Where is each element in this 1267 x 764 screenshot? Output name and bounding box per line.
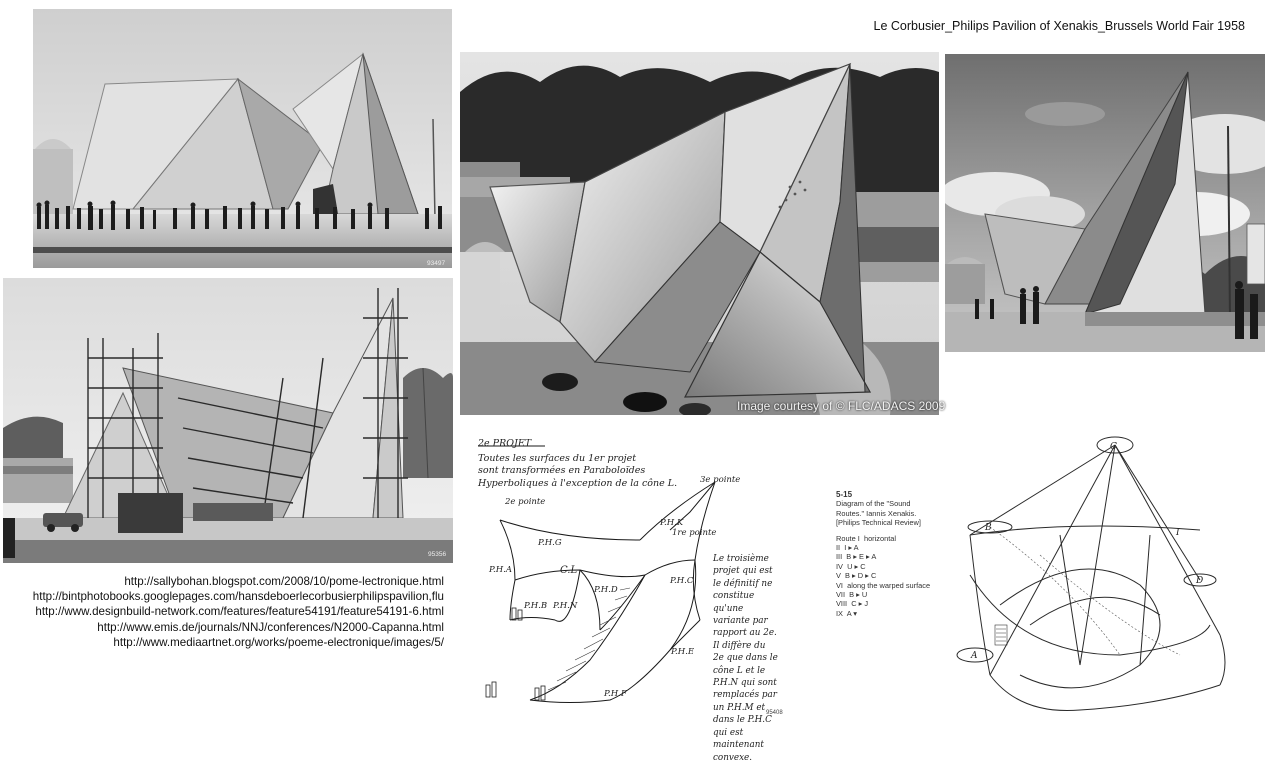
source-link[interactable]: http://www.emis.de/journals/NNJ/conferences/N2000-Capanna.html — [97, 620, 444, 634]
route-item: VII B ▸ U — [836, 590, 868, 600]
caption-line: Routes." Iannis Xenakis. — [836, 508, 917, 518]
source-link[interactable]: http://www.mediaartnet.org/works/poeme-electronique/images/5/ — [113, 635, 444, 649]
route-item: II I ▸ A — [836, 543, 859, 553]
sketch-label-phe: P.H.E — [671, 647, 695, 657]
sketch-heading: 2e PROJET — [478, 438, 532, 449]
sketch-label-phd: P.H.D — [594, 585, 618, 595]
diagram-label-i: I — [1176, 528, 1180, 538]
sketch-note-line: Hyperboliques à l'exception de la cône L. — [478, 477, 678, 489]
source-link[interactable]: http://www.designbuild-network.com/features/feature54191/feature54191-6.html — [35, 605, 444, 619]
sketch-label-phk: P.H.K — [660, 518, 684, 528]
diagram-label-b: B — [985, 523, 992, 533]
route-item: V B ▸ D ▸ C — [836, 571, 877, 581]
caption-line: [Philips Technical Review] — [836, 518, 921, 528]
figure-number: 5-15 — [836, 490, 853, 499]
sketch-label-phb: P.H.B — [524, 601, 548, 611]
sketch-notes — [478, 438, 677, 490]
route-item: VIII C ▸ J — [836, 599, 869, 609]
sketch-note-line: Toutes les surfaces du 1er projet — [478, 452, 637, 464]
photo-pavilion-spike — [945, 54, 1265, 352]
caption-line: Diagram of the "Sound — [836, 499, 911, 509]
route-item: VI along the warped surface — [836, 580, 931, 590]
sketch-label-pointe2: 2e pointe — [505, 497, 546, 507]
page-title: Le Corbusier_Philips Pavilion of Xenakis_Brussels World Fair 1958 — [873, 19, 1245, 33]
diagram-caption — [836, 490, 930, 618]
image-credit: Image courtesy of © FLC/ADACS 2009 — [737, 399, 946, 413]
route-item: III B ▸ E ▸ A — [836, 552, 877, 562]
diagram-label-d: D — [1196, 576, 1204, 586]
photo-code: 95356 — [428, 551, 447, 558]
diagram-label-c: C — [1110, 442, 1117, 452]
photo-pavilion-construction — [3, 278, 453, 563]
route-list — [836, 534, 930, 619]
route-item: IX A ▾ — [836, 608, 857, 618]
photo-code: 95408 — [766, 710, 783, 716]
sketch-label-phg: P.H.G — [538, 538, 562, 548]
sketch-label-phc: P.H.C — [670, 576, 694, 586]
sketch-label-cl: C.L — [560, 565, 578, 576]
diagram-label-a: A — [971, 651, 978, 661]
sketch-label-phf: P.H.F — [604, 689, 627, 699]
photo-code: 93497 — [427, 260, 446, 267]
route-item: Route I horizontal — [836, 533, 896, 543]
source-link[interactable]: http://sallybohan.blogspot.com/2008/10/pome-lectronique.html — [124, 575, 444, 588]
sketch-label-pointe1: 1re pointe — [672, 528, 717, 538]
sketch-note-line: sont transformées en Paraboloïdes — [478, 465, 646, 476]
sketch-label-phn: P.H.N — [553, 601, 578, 611]
photo-pavilion-exterior-crowd — [33, 9, 452, 268]
sketch-side-note: Le troisième projet qui est le définitif ne constitue qu'une variante par rapport au 2e. Il diffère du 2e que dans le cône L et le P.H.N qui sont remplacés par un P.H.M et dans le P.H.C qui est maintenant convexe. — [713, 554, 778, 763]
photo-pavilion-aerial-view — [460, 52, 939, 415]
route-item: IV U ▸ C — [836, 561, 866, 571]
source-link[interactable]: http://bintphotobooks.googlepages.com/hansdeboerlecorbusierphilipspavilion,flu — [32, 590, 444, 604]
source-links — [14, 574, 444, 650]
sketch-label-pha: P.H.A — [489, 565, 512, 575]
sketch-label-pointe3: 3e pointe — [700, 475, 741, 485]
